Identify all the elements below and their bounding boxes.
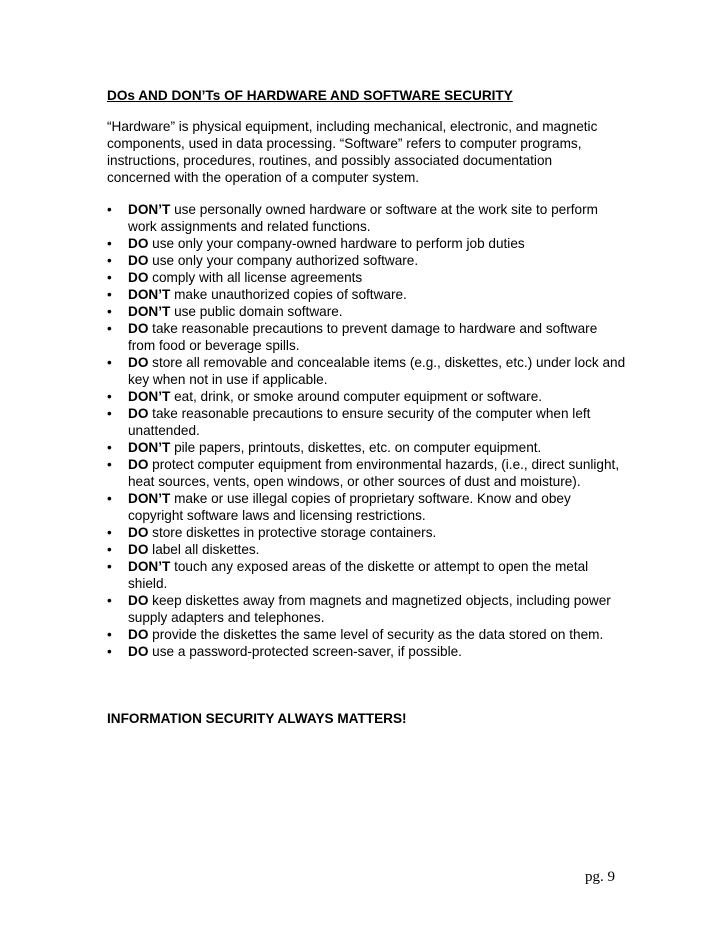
item-keyword: DON’T (128, 304, 171, 319)
bullet-icon: • (107, 525, 112, 540)
bullet-icon: • (107, 389, 112, 404)
item-text: label all diskettes. (148, 542, 260, 557)
item-text: touch any exposed areas of the diskette or attempt to open the metal shield. (128, 559, 589, 591)
item-keyword: DO (128, 321, 149, 336)
item-keyword: DO (128, 270, 149, 285)
bullet-icon: • (107, 202, 112, 217)
bullet-icon: • (107, 457, 112, 472)
list-item (107, 490, 627, 524)
item-keyword: DON’T (128, 389, 171, 404)
item-keyword: DO (128, 525, 149, 540)
document-title: DOs AND DON’Ts OF HARDWARE AND SOFTWARE SECURITY (107, 88, 513, 103)
item-keyword: DO (128, 627, 149, 642)
item-text: make unauthorized copies of software. (170, 287, 407, 302)
list-item (107, 303, 627, 320)
item-text: take reasonable precautions to prevent damage to hardware and software from food or beverage spills. (128, 321, 598, 353)
bullet-icon: • (107, 304, 112, 319)
list-item (107, 405, 627, 439)
item-keyword: DON’T (128, 202, 171, 217)
bullet-icon: • (107, 593, 112, 608)
closing-statement: INFORMATION SECURITY ALWAYS MATTERS! (107, 711, 407, 726)
list-item (107, 235, 627, 252)
item-keyword: DO (128, 644, 149, 659)
dos-donts-list (107, 201, 627, 660)
bullet-icon: • (107, 440, 112, 455)
list-item (107, 252, 627, 269)
bullet-icon: • (107, 253, 112, 268)
intro-paragraph (107, 118, 617, 186)
list-item (107, 269, 627, 286)
bullet-icon: • (107, 627, 112, 642)
item-text: use public domain software. (170, 304, 343, 319)
item-keyword: DO (128, 593, 149, 608)
bullet-icon: • (107, 406, 112, 421)
item-keyword: DO (128, 457, 149, 472)
item-keyword: DO (128, 253, 149, 268)
item-keyword: DO (128, 406, 149, 421)
bullet-icon: • (107, 542, 112, 557)
item-text: use personally owned hardware or software at the work site to perform work assignments and related functions. (128, 202, 598, 234)
list-item (107, 388, 627, 405)
item-keyword: DO (128, 236, 149, 251)
list-item (107, 626, 627, 643)
bullet-icon: • (107, 355, 112, 370)
item-text: pile papers, printouts, diskettes, etc. on computer equipment. (170, 440, 542, 455)
item-text: make or use illegal copies of proprietary software. Know and obey copyright software laws and licensing restrictions. (128, 491, 571, 523)
list-item (107, 201, 627, 235)
item-text: provide the diskettes the same level of security as the data stored on them. (148, 627, 604, 642)
bullet-icon: • (107, 236, 112, 251)
intro-text: “Hardware” is physical equipment, including mechanical, electronic, and magnetic components, used in data processing. “Software” refers to computer programs, instructions, procedures, routines, and possibly associated documentation concerned with the operation of a computer system. (107, 119, 598, 185)
list-item (107, 439, 627, 456)
bullet-icon: • (107, 491, 112, 506)
list-item (107, 524, 627, 541)
item-text: comply with all license agreements (148, 270, 363, 285)
item-keyword: DON’T (128, 491, 171, 506)
item-keyword: DON’T (128, 287, 171, 302)
page-number: pg. 9 (585, 869, 615, 885)
item-text: store all removable and concealable items (e.g., diskettes, etc.) under lock and key when not in use if applicable. (128, 355, 626, 387)
item-text: eat, drink, or smoke around computer equipment or software. (170, 389, 543, 404)
list-item (107, 320, 627, 354)
bullet-icon: • (107, 321, 112, 336)
item-keyword: DON’T (128, 559, 171, 574)
list-item (107, 592, 627, 626)
item-text: use a password-protected screen-saver, if possible. (148, 644, 462, 659)
item-text: use only your company-owned hardware to perform job duties (148, 236, 525, 251)
list-item (107, 558, 627, 592)
item-keyword: DO (128, 542, 149, 557)
item-text: keep diskettes away from magnets and magnetized objects, including power supply adapters and telephones. (128, 593, 611, 625)
list-item (107, 643, 627, 660)
bullet-icon: • (107, 287, 112, 302)
list-item (107, 456, 627, 490)
list-item (107, 541, 627, 558)
item-text: take reasonable precautions to ensure security of the computer when left unattended. (128, 406, 591, 438)
item-text: use only your company authorized software. (148, 253, 419, 268)
item-text: protect computer equipment from environmental hazards, (i.e., direct sunlight, heat sources, vents, open windows, or other sources of dust and moisture). (128, 457, 620, 489)
list-item (107, 354, 627, 388)
list-item (107, 286, 627, 303)
bullet-icon: • (107, 559, 112, 574)
item-keyword: DO (128, 355, 149, 370)
item-keyword: DON’T (128, 440, 171, 455)
bullet-icon: • (107, 644, 112, 659)
item-text: store diskettes in protective storage containers. (148, 525, 437, 540)
bullet-icon: • (107, 270, 112, 285)
